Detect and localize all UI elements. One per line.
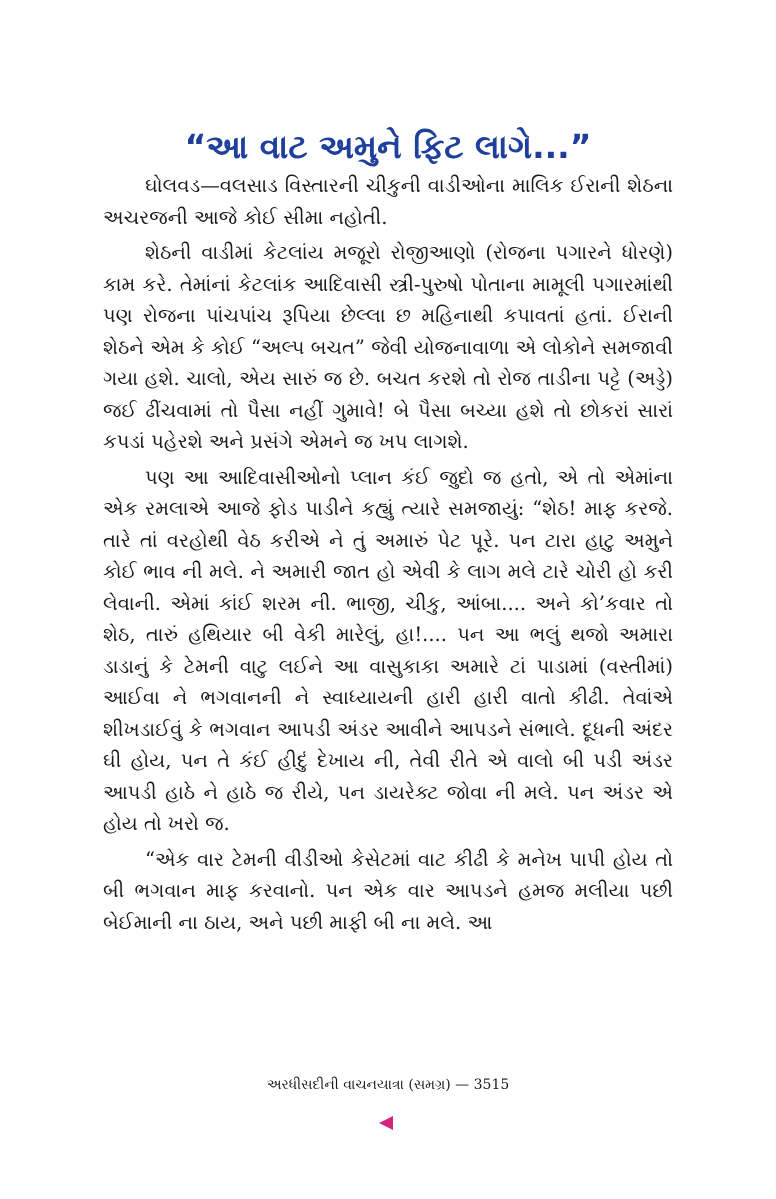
page-footer: અરધીસદીની વાચનયાત્રા (સમગ્ર) — 3515 (266, 1077, 510, 1093)
paragraph: પણ આ આદિવાસીઓનો પ્લાન કંઈ જુદો જ હતો, એ તો એમાંના એક રમલાએ આજે ફોડ પાડીને કહ્યું ત્યારે સમજાયું: “શેઠ! માફ કરજે. તારે તાં વરહોથી વેઠ કરીએ ને તું અમારું પેટ પૂરે. પન ટારા હાટુ અમુને કોઈ ભાવ ની મલે. ને અમારી જાત હો એવી કે લાગ મલે ટારે ચોરી હો કરી લેવાની. એમાં કાંઈ શરમ ની. ભાજી, ચીકુ, આંબા.... અને કો’કવાર તો શેઠ, તારું હથિયાર બી વેકી મારેલું, હા!.... પન આ ભલું થજો અમારા ડાડાનું કે ટેમની વાટુ લઈને આ વાસુકાકા અમારે ટાં પાડામાં (વસ્તીમાં) આઈવા ને ભગવાનની ને સ્વાધ્યાયની હારી હારી વાતો કીઢી. તેવાંએ શીખડાઈવું કે ભગવાન આપડી અંડર આવીને આપડને સંભાલે. દૂધની અંદર ઘી હોય, પન તે કંઈ હીદું દેખાય ની, તેવી રીતે એ વાલો બી પડી અંડર આપડી હાઠે ને હાઠે જ રીયે, પન ડાયરેક્ટ જોવા ની મલે. પન અંડર એ હોય તો ખરો જ. (103, 465, 673, 835)
chapter-title: “આ વાટ અમુને ફિટ લાગે...” (184, 127, 592, 167)
previous-page-arrow-icon[interactable] (379, 1116, 393, 1130)
paragraph: શેઠની વાડીમાં કેટલાંય મજૂરો રોજીઆણો (રોજના પગારને ધોરણે) કામ કરે. તેમાંનાં કેટલાંક આદિવાસી સ્ત્રી-પુરુષો પોતાના મામૂલી પગારમાંથી પણ રોજના પાંચપાંચ રૂપિયા છેલ્લા છ મહિનાથી કપાવતાં હતાં. ઈરાની શેઠને એમ કે કોઈ “અલ્પ બચત” જેવી યોજનાવાળા એ લોકોને સમજાવી ગયા હશે. ચાલો, એય સારું જ છે. બચત કરશે તો રોજ તાડીના પટ્ટે (અડ્ડે) જઈ ઢીંચવામાં તો પૈસા નહીં ગુમાવે! બે પૈસા બચ્યા હશે તો છોકરાં સારાં કપડાં પહેરશે અને પ્રસંગે એમને જ ખપ લાગશે. (103, 241, 673, 453)
paragraph: ઘોલવડ—વલસાડ વિસ્તારની ચીકુની વાડીઓના માલિક ઈરાની શેઠના અચરજની આજે કોઈ સીમા નહોતી. (103, 174, 673, 229)
body-text (103, 170, 673, 942)
paragraph: “એક વાર ટેમની વીડીઓ કેસેટમાં વાટ કીઢી કે મનેખ પાપી હોય તો બી ભગવાન માફ કરવાનો. પન એક વાર આપડને હમજ મલીયા પછી બેઈમાની ના ઠાય, અને પછી માફી બી ના મલે. આ (103, 847, 673, 934)
